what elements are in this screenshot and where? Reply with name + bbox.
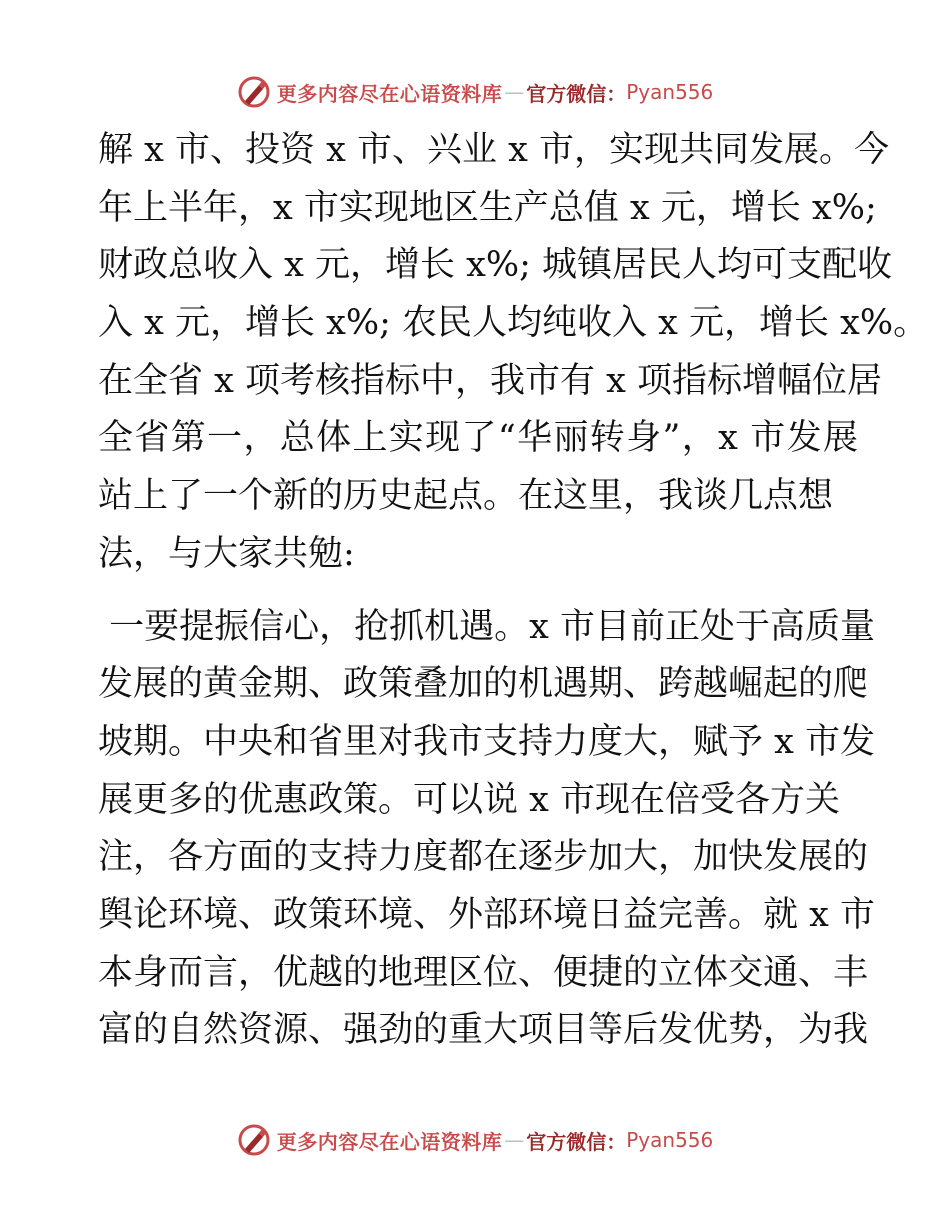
- text-line: 注，各方面的支持力度都在逐步加大，加快发展的: [98, 837, 869, 878]
- text-line: 坡期。中央和省里对我市支持力度大，赋予 x 市发: [98, 721, 875, 762]
- pen-logo-icon: [237, 75, 271, 109]
- text-line: 舆论环境、政策环境、外部环境日益完善。就 x 市: [98, 894, 875, 935]
- paragraph-2: [98, 599, 875, 1061]
- watermark-separator: —: [504, 1128, 525, 1152]
- watermark-separator: —: [504, 80, 525, 104]
- text-line: 发展的黄金期、政策叠加的机遇期、跨越崛起的爬: [98, 664, 869, 705]
- text-line: 站上了一个新的历史起点。在这里，我谈几点想: [98, 476, 834, 517]
- pen-logo-icon: [237, 1123, 271, 1157]
- paragraph-1: [98, 122, 929, 584]
- text-line: 本身而言，优越的地理区位、便捷的立体交通、丰: [98, 952, 869, 993]
- text-line: 入 x 元，增长 x%; 农民人均纯收入 x 元，增长 x%。: [98, 303, 929, 344]
- watermark-text: 更多内容尽在心语资料库: [276, 81, 503, 106]
- wechat-account: Pyan556: [626, 80, 714, 104]
- document-body: [98, 122, 929, 1060]
- text-line: 财政总收入 x 元，增长 x%; 城镇居民人均可支配收: [98, 245, 893, 286]
- text-line: 解 x 市、投资 x 市、兴业 x 市，实现共同发展。今: [98, 130, 889, 170]
- footer-watermark: [0, 1120, 950, 1160]
- wechat-account: Pyan556: [626, 1128, 714, 1152]
- text-line: 一要提振信心，抢抓机遇。x 市目前正处于高质量: [98, 606, 875, 647]
- text-line: 法，与大家共勉:: [98, 533, 355, 574]
- wechat-label: 官方微信：: [526, 1129, 627, 1154]
- text-line: 展更多的优惠政策。可以说 x 市现在倍受各方关: [98, 779, 840, 820]
- text-line: 在全省 x 项考核指标中，我市有 x 项指标增幅位居: [98, 360, 882, 401]
- text-line: 富的自然资源、强劲的重大项目等后发优势，为我: [98, 1010, 869, 1051]
- text-line: 全省第一，总体上实现了“华丽转身”，x 市发展: [98, 418, 858, 459]
- wechat-label: 官方微信：: [526, 81, 627, 106]
- header-watermark: [0, 72, 950, 112]
- watermark-text: 更多内容尽在心语资料库: [276, 1129, 503, 1154]
- text-line: 年上半年，x 市实现地区生产总值 x 元，增长 x%;: [98, 187, 877, 228]
